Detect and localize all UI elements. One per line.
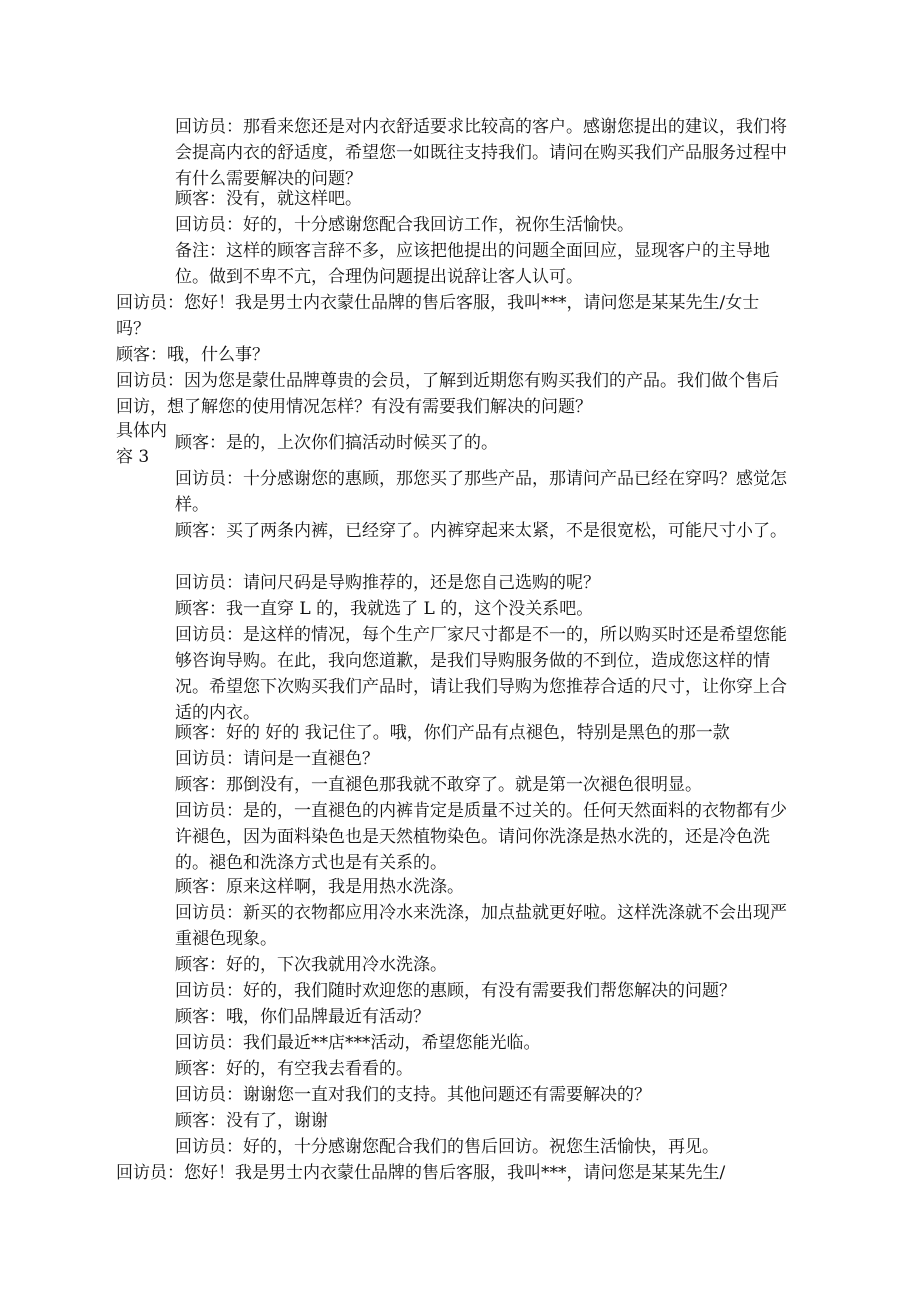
section-label: 具体内容 3 [116,421,167,467]
dialogue-line: 顾客：原来这样啊，我是用热水洗涤。 [175,877,464,897]
dialogue-line: 顾客：我一直穿 L 的，我就选了 L 的，这个没关系吧。 [175,599,594,619]
dialogue-line: 回访员：好的，我们随时欢迎您的惠顾，有没有需要我们帮您解决的问题？ [175,981,736,1001]
paragraph-customer-reply: 顾客：没有，就这样吧。 [175,189,362,209]
dialogue-line: 顾客：好的，下次我就用冷水洗涤。 [175,955,447,975]
dialogue-line: 回访员：是的，一直褪色的内裤肯定是质量不过关的。任何天然面料的衣物都有少许褪色，因为面料染色也是天然植物染色。请问你洗涤是热水洗的，还是冷色洗的。褪色和洗涤方式也是有关系的。 [175,801,787,873]
dialogue-line: 顾客：那倒没有，一直褪色那我就不敢穿了。就是第一次褪色很明显。 [175,775,702,795]
dialogue-line: 顾客：好的，有空我去看看的。 [175,1059,413,1079]
paragraph-remark: 备注：这样的顾客言辞不多，应该把他提出的问题全面回应，显现客户的主导地位。做到不卑不亢，合理伪问题提出说辞让客人认可。 [175,241,770,287]
paragraph-callback-thanks: 回访员：好的，十分感谢您配合我回访工作，祝你生活愉快。 [175,215,634,235]
dialogue-line: 回访员：新买的衣物都应用冷水来洗涤，加点盐就更好啦。这样洗涤就不会出现严重褪色现象。 [175,903,787,949]
footer-line: 回访员：您好！我是男士内衣蒙仕品牌的售后客服，我叫***，请问您是某某先生/ [116,1163,726,1183]
dialogue-line: 回访员：好的，十分感谢您配合我们的售后回访。祝您生活愉快，再见。 [175,1137,719,1157]
dialogue-line: 回访员：我们最近**店***活动，希望您能光临。 [175,1033,541,1053]
dialogue-line: 顾客：好的 好的 我记住了。哦，你们产品有点褪色，特别是黑色的那一款 [175,723,730,743]
dialogue-line: 顾客：是的，上次你们搞活动时候买了的。 [175,433,498,453]
dialogue-line: 回访员：谢谢您一直对我们的支持。其他问题还有需要解决的？ [175,1085,651,1105]
dialogue-line: 回访员：请问是一直褪色？ [175,749,379,769]
dialogue-line: 顾客：哦，你们品牌最近有活动？ [175,1007,430,1027]
dialogue-line: 顾客：没有了，谢谢 [175,1111,328,1131]
dialogue-line: 回访员：请问尺码是导购推荐的，还是您自己选购的呢？ [175,573,600,593]
paragraph-callback-reply: 回访员：那看来您还是对内衣舒适要求比较高的客户。感谢您提出的建议，我们将会提高内衣的舒适度，希望您一如既往支持我们。请问在购买我们产品服务过程中有什么需要解决的问题？ [175,117,787,189]
dialogue-line: 回访员：是这样的情况，每个生产厂家尺寸都是不一的，所以购买时还是希望您能够咨询导购。在此，我向您道歉，是我们导购服务做的不到位，造成您这样的情况。希望您下次购买我们产品时，请让我们导购为您推荐合适的尺寸，让你穿上合适的内衣。 [175,625,787,723]
dialogue-line: 顾客：买了两条内裤，已经穿了。内裤穿起来太紧，不是很宽松，可能尺寸小了。 [175,521,787,541]
paragraph-intro-customer: 顾客：哦，什么事？ [116,345,269,365]
paragraph-intro-greeting: 回访员：您好！我是男士内衣蒙仕品牌的售后客服，我叫***，请问您是某某先生/女士吗？ [116,293,760,339]
dialogue-line: 回访员：十分感谢您的惠顾，那您买了那些产品，那请问产品已经在穿吗？感觉怎样。 [175,469,787,515]
paragraph-intro-purpose: 回访员：因为您是蒙仕品牌尊贵的会员，了解到近期您有购买我们的产品。我们做个售后回访，想了解您的使用情况怎样？有没有需要我们解决的问题？ [116,371,779,417]
